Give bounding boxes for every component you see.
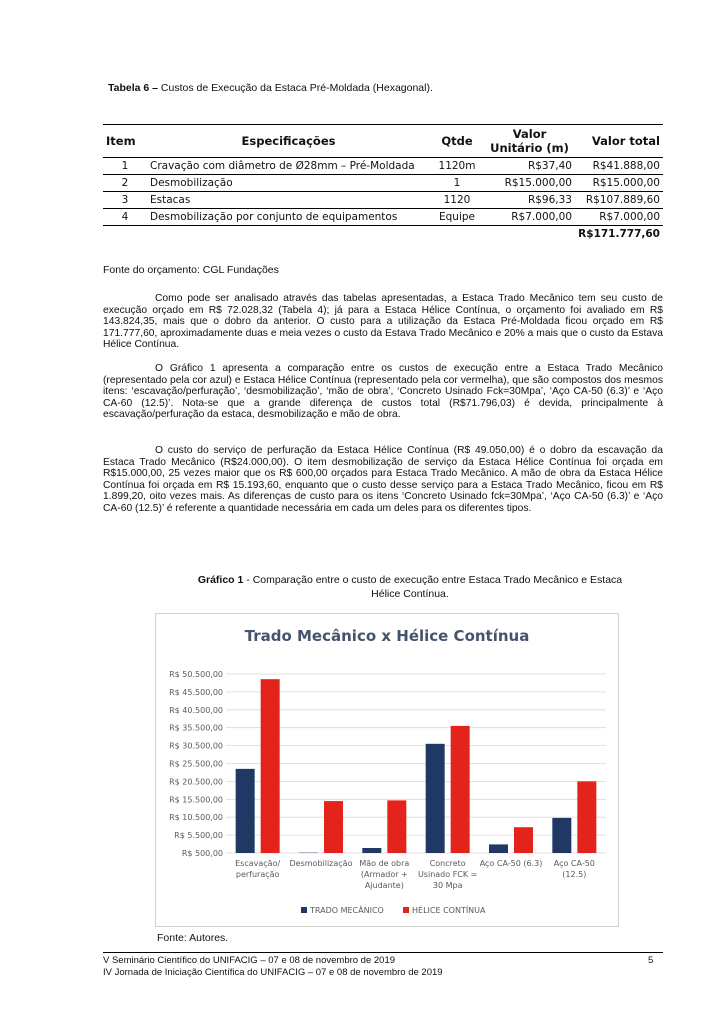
header-total-value: Valor total	[575, 125, 663, 158]
cell-quantity: 1	[430, 175, 484, 192]
cost-table	[103, 124, 663, 242]
table-caption	[108, 82, 433, 94]
bar-trado	[552, 818, 571, 853]
y-tick-label: R$ 40.500,00	[169, 705, 223, 715]
x-tick-label: perfuração	[235, 870, 280, 879]
x-tick-label: Aço CA-50	[553, 859, 595, 868]
cell-quantity: 1120	[430, 192, 484, 209]
bar-helice	[324, 801, 343, 853]
y-tick-label: R$ 45.500,00	[169, 687, 223, 697]
cell-total-value: R$107.889,60	[575, 192, 663, 209]
table-row	[103, 209, 663, 226]
cell-unit-value: R$15.000,00	[484, 175, 575, 192]
y-tick-label: R$ 20.500,00	[169, 777, 223, 787]
cell-quantity: Equipe	[430, 209, 484, 226]
paragraph: Como pode ser analisado através das tabelas apresentadas, a Estaca Trado Mecânico tem seu custo de execução orçado em R$ 72.028,32 (Tabela 4); já para a Estaca Hélice Contínua, o orçamento foi avaliado em R$ 143.824,35, mais que o dobro da anterior. O custo para a utilização da Estaca Pré-Moldada ficou orçado em R$ 171.777,60, aproximadamente duas e meia vezes o custo da Estava Trado Mecânico e 20% a mais que o custo da Estava Hélice Contínua.	[103, 293, 663, 351]
bar-helice	[577, 781, 596, 853]
table-caption-text: Custos de Execução da Estaca Pré-Moldada (Hexagonal).	[158, 82, 433, 94]
bar-chart-svg	[156, 614, 618, 926]
y-tick-label: R$ 25.500,00	[169, 759, 223, 769]
y-tick-label: R$ 15.500,00	[169, 795, 223, 805]
footer-line-2: IV Jornada de Iniciação Científica do UNIFACIG – 07 e 08 de novembro de 2019	[103, 967, 443, 978]
cell-unit-value: R$96,33	[484, 192, 575, 209]
legend-label: TRADO MECÂNICO	[310, 906, 384, 915]
x-tick-label: Desmobilização	[289, 859, 353, 868]
cell-total-value: R$7.000,00	[575, 209, 663, 226]
bar-helice	[261, 679, 280, 853]
y-tick-label: R$ 50.500,00	[169, 670, 223, 679]
paragraph: O Gráfico 1 apresenta a comparação entre os custos de execução entre a Estaca Trado Mecânico (representado pela cor azul) e Estaca Hélice Contínua (representado pela cor vermelha), que são compostos dos mesmos itens: ‘escavação/perfuração’, ‘desmobilização’, ‘mão de obra’, ‘Concreto Usinado Fck=30Mpa’, ‘Aço CA-50 (6.3)’ e ‘Aço CA-60 (12.5)’. Nota-se que a grande diferença de custos total (R$71.796,03) é devida, principalmente à escavação/perfuração da estaca, desmobilização e mão de obra.	[103, 363, 663, 421]
table-row	[103, 158, 663, 175]
y-tick-label: R$ 30.500,00	[169, 741, 223, 751]
legend-label: HÉLICE CONTÍNUA	[412, 906, 486, 915]
table-header-row	[103, 125, 663, 158]
table-row	[103, 192, 663, 209]
footer-line-1: V Seminário Científico do UNIFACIG – 07 e 08 de novembro de 2019	[103, 955, 396, 966]
cell-item: 4	[103, 209, 147, 226]
cell-unit-value: R$7.000,00	[484, 209, 575, 226]
cell-item: 1	[103, 158, 147, 175]
paragraph: O custo do serviço de perfuração da Estaca Hélice Contínua (R$ 49.050,00) é o dobro da escavação da Estaca Trado Mecânico (R$24.000,00). O item desmobilização de serviço da Estaca Hélice Contínua foi orçada em R$15.000,00, 25 vezes maior que os R$ 600,00 orçados para Estaca Trado Mecânico. A mão de obra da Estaca Hélice Contínua foi orçada em R$ 15.193,60, enquanto que o custo desse serviço para a Estaca Trado Mecânico, ficou em R$ 1.899,20, oito vezes mais. As diferenças de custo para os itens ‘Concreto Usinado fck=30Mpa’, ‘Aço CA-50 (6.3)’ e ‘Aço CA-60 (12.5)’ é referente a quantidade necessária em cada um deles para os diferentes tipos.	[103, 445, 663, 514]
figure-caption-label: Gráfico 1	[197, 574, 244, 586]
table-caption-label: Tabela 6 –	[108, 82, 158, 94]
legend-swatch	[301, 907, 307, 913]
bar-trado	[236, 769, 255, 853]
legend-swatch	[403, 907, 409, 913]
page-number: 5	[648, 955, 654, 966]
cell-specification: Desmobilização por conjunto de equipamentos	[147, 209, 430, 226]
cell-specification: Desmobilização	[147, 175, 430, 192]
figure-caption-line2: Hélice Contínua.	[371, 588, 449, 600]
cell-total-value: R$15.000,00	[575, 175, 663, 192]
bar-helice	[387, 800, 406, 853]
x-tick-label: Mão de obra	[359, 859, 410, 868]
cell-unit-value: R$37,40	[484, 158, 575, 175]
cell-item: 2	[103, 175, 147, 192]
figure-caption-line1: - Comparação entre o custo de execução entre Estaca Trado Mecânico e Estaca	[243, 574, 623, 586]
table-source: Fonte do orçamento: CGL Fundações	[103, 264, 279, 276]
x-tick-label: (Armador +	[360, 870, 408, 879]
header-quantity: Qtde	[430, 125, 484, 158]
bar-helice	[514, 827, 533, 853]
y-tick-label: R$ 5.500,00	[174, 831, 223, 841]
header-specifications: Especificações	[147, 125, 430, 158]
header-unit-value: Valor Unitário (m)	[484, 125, 575, 158]
bar-trado	[362, 848, 381, 853]
bar-helice	[451, 726, 470, 853]
figure-caption	[150, 573, 670, 601]
table-total-row	[103, 226, 663, 243]
x-tick-label: Aço CA-50 (6.3)	[479, 859, 543, 868]
y-tick-label: R$ 500,00	[181, 849, 223, 858]
x-tick-label: Escavação/	[235, 859, 281, 868]
bar-trado	[426, 744, 445, 853]
x-tick-label: Concreto	[429, 859, 466, 868]
chart-title: Trado Mecânico x Hélice Contínua	[244, 627, 530, 645]
x-tick-label: Ajudante)	[364, 881, 404, 890]
cell-specification: Cravação com diâmetro de Ø28mm – Pré-Moldada	[147, 158, 430, 175]
table-grand-total: R$171.777,60	[578, 228, 660, 240]
cell-total-value: R$41.888,00	[575, 158, 663, 175]
footer-divider	[103, 952, 663, 953]
x-tick-label: Usinado FCK =	[417, 870, 478, 879]
cell-specification: Estacas	[147, 192, 430, 209]
header-item: Item	[103, 125, 147, 158]
y-tick-label: R$ 35.500,00	[169, 723, 223, 733]
x-tick-label: 30 Mpa	[432, 881, 463, 890]
table-row	[103, 175, 663, 192]
figure-source: Fonte: Autores.	[157, 932, 229, 944]
y-tick-label: R$ 10.500,00	[169, 813, 223, 823]
cell-quantity: 1120m	[430, 158, 484, 175]
cell-item: 3	[103, 192, 147, 209]
x-tick-label: (12.5)	[562, 870, 587, 879]
bar-trado	[489, 844, 508, 853]
bar-chart	[155, 613, 619, 927]
